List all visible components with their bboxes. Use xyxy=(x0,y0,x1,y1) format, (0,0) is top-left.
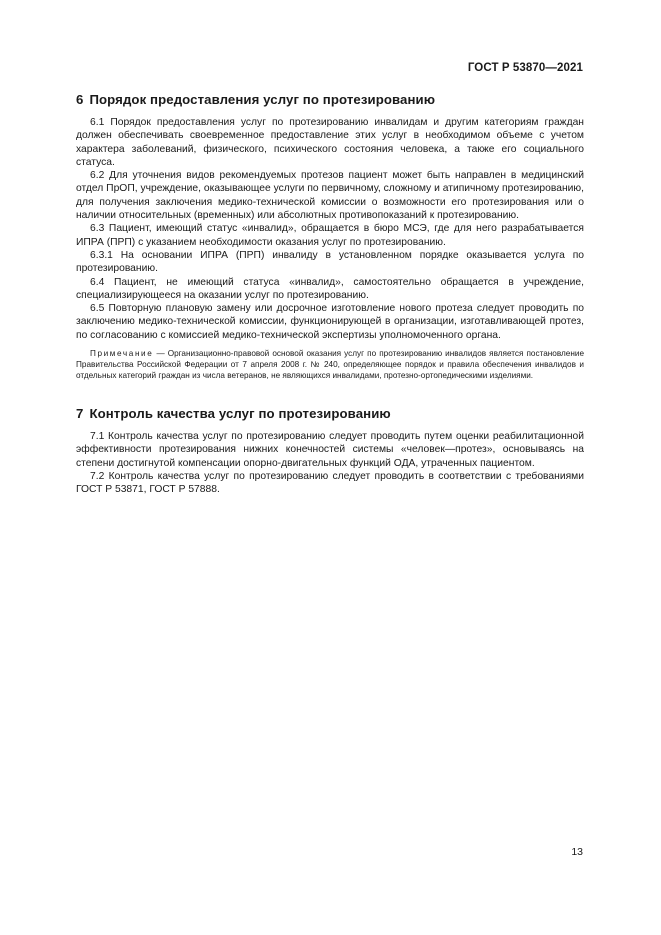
document-standard-id: ГОСТ Р 53870—2021 xyxy=(467,62,583,74)
section-6-note xyxy=(76,348,584,381)
paragraph-6-3-1: 6.3.1 На основании ИПРА (ПРП) инвалиду в установленном порядке оказывается услуга по протезированию. xyxy=(76,249,584,275)
paragraph-7-2: 7.2 Контроль качества услуг по протезированию следует проводить в соответствии с требованиями ГОСТ Р 53871, ГОСТ Р 57888. xyxy=(76,470,584,496)
note-label: Примечание xyxy=(90,349,154,359)
paragraph-6-4: 6.4 Пациент, не имеющий статуса «инвалид», самостоятельно обращается в учреждение, специализирующееся на оказании услуг по протезированию. xyxy=(76,276,584,301)
paragraph-6-5: 6.5 Повторную плановую замену или досрочное изготовление нового протеза следует проводить по заключению медико-технической комиссии, функционирующей в организации, изготавливающей протез, по согласованию с комиссией медико-технической экспертизы уполномоченного органа. xyxy=(76,303,584,341)
section-6-number: 6 xyxy=(76,92,84,107)
paragraph-6-3: 6.3 Пациент, имеющий статус «инвалид», обращается в бюро МСЭ, где для него разрабатывается ИПРА (ПРП) с указанием необходимости оказания услуг по протезированию. xyxy=(76,223,584,248)
section-6 xyxy=(76,92,584,381)
section-6-heading xyxy=(76,92,584,107)
page-number: 13 xyxy=(571,846,583,858)
section-7 xyxy=(76,406,584,496)
section-7-number: 7 xyxy=(76,406,84,421)
note-text: — Организационно-правовой основой оказания услуг по протезированию инвалидов является постановление Правительства Российской Федерации от 7 апреля 2008 г. № 240, определяющее порядок и правила обеспечения инвалидов и отдельных категорий граждан из числа ветеранов, не являющихся инвалидами, протезно-ортопедическими изделиями. xyxy=(76,349,584,381)
section-6-title: Порядок предоставления услуг по протезированию xyxy=(89,92,436,107)
paragraph-7-1: 7.1 Контроль качества услуг по протезированию следует проводить путем оценки реабилитационной эффективности протезирования нижних конечностей системы «человек—протез», основываясь на степени достигнутой компенсации опорно-двигательных функций ОДА, утраченных пациентом. xyxy=(76,431,584,469)
paragraph-6-2: 6.2 Для уточнения видов рекомендуемых протезов пациент может быть направлен в медицинский отдел ПрОП, учреждение, оказывающее услуги по первичному, сложному и атипичному протезированию, для получения заключения медико-технической комиссии о возможности его протезирования или о наличии относительных (временных) или абсолютных противопоказаний к протезированию. xyxy=(76,170,584,222)
section-7-title: Контроль качества услуг по протезированию xyxy=(89,406,391,421)
section-7-heading xyxy=(76,406,584,421)
paragraph-6-1: 6.1 Порядок предоставления услуг по протезированию инвалидам и другим категориям граждан должен обеспечивать своевременное предоставление этих услуг в необходимом объеме с учетом характера заболеваний, физического, психического состояния человека, а также его социального статуса. xyxy=(76,117,584,168)
